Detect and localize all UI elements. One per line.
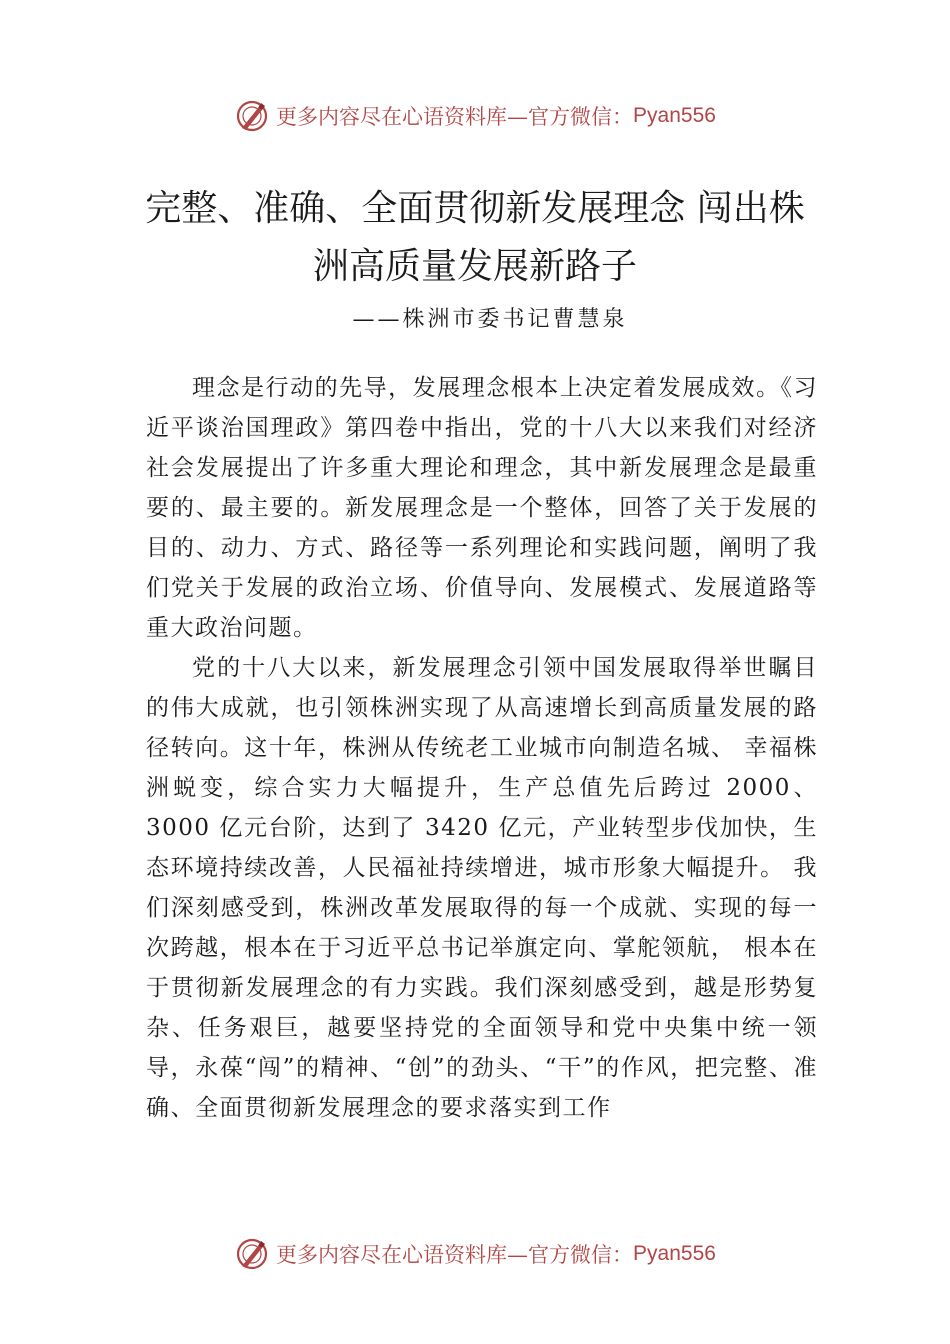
- header-watermark-banner: [0, 96, 950, 136]
- pen-logo-icon: [234, 1236, 270, 1272]
- banner-text: 更多内容尽在心语资料库—官方微信：: [276, 1243, 634, 1267]
- footer-watermark-banner: [0, 1234, 950, 1274]
- pen-logo-icon: [234, 98, 270, 134]
- body-paragraph: 理念是行动的先导，发展理念根本上决定着发展成效。《习近平谈治国理政》第四卷中指出，党的十八大以来我们对经济社会发展提出了许多重大理论和理念，其中新发展理念是最重要的、最主要的。新发展理念是一个整体，回答了关于发展的目的、动力、方式、路径等一系列理论和实践问题，阐明了我们党关于发展的政治立场、价值导向、发展模式、发展道路等重大政治问题。: [146, 375, 818, 641]
- body-paragraph: 党的十八大以来，新发展理念引领中国发展取得举世瞩目的伟大成就，也引领株洲实现了从高速增长到高质量发展的路径转向。这十年，株洲从传统老工业城市向制造名城、 幸福株洲蜕变，综合实力大幅提升，生产总值先后跨过 2000、3000 亿元台阶，达到了 3420 亿元，产业转型步伐加快，生态环境持续改善，人民福祉持续增进，城市形象大幅提升。 我们深刻感受到，株洲改革发展取得的每一个成就、实现的每一次跨越，根本在于习近平总书记举旗定向、掌舵领航， 根本在于贯彻新发展理念的有力实践。我们深刻感受到，越是形势复杂、任务艰巨，越要坚持党的全面领导和党中央集中统一领导，永葆“闯”的精神、“创”的劲头、“干”的作风，把完整、准确、全面贯彻新发展理念的要求落实到工作: [146, 655, 818, 1121]
- document-title: 完整、准确、全面贯彻新发展理念 闯出株洲高质量发展新路子: [145, 188, 805, 287]
- document-byline: ——株洲市委书记曹慧泉: [352, 307, 628, 332]
- document-body: [146, 368, 818, 1128]
- banner-handle: Pyan556: [633, 104, 716, 127]
- banner-handle: Pyan556: [633, 1242, 716, 1265]
- banner-text: 更多内容尽在心语资料库—官方微信：: [276, 105, 634, 129]
